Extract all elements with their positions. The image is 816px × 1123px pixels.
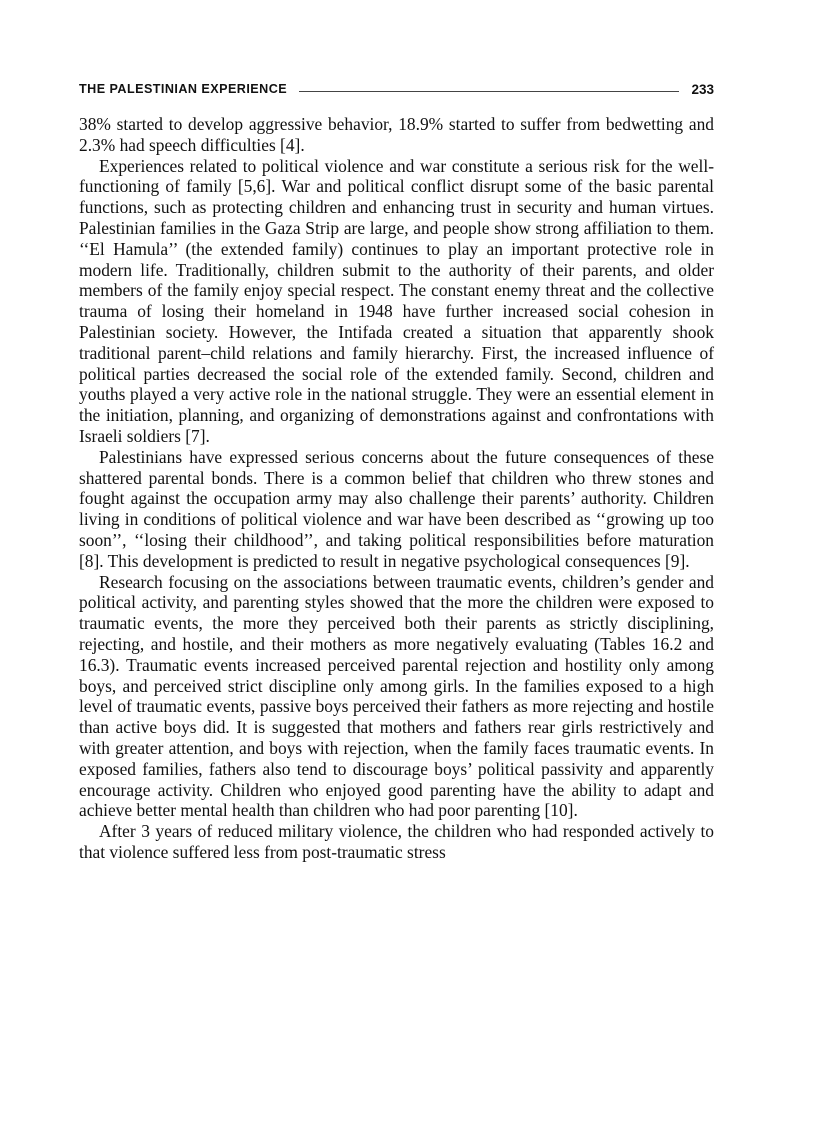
paragraph-family-risk: Experiences related to political violence and war constitute a serious risk for the well-functioning of family [5,6]. War and political conflict disrupt some of the basic parental functions, such as protecting children and enhancing trust in security and human virtues. Palestinian families in the Gaza Strip are large, and people show strong affiliation to them. ‘‘El Hamula’’ (the extended family) continues to play an important protective role in modern life. Traditionally, children submit to the authority of their parents, and older members of the family enjoy special respect. The constant enemy threat and the collective trauma of losing their homeland in 1948 have further increased social cohesion in Palestinian society. However, the Intifada created a situation that apparently shook traditional parent–child relations and family hierarchy. First, the increased influence of political parties decreased the social role of the extended family. Second, children and youths played a very active role in the national struggle. They were an essential element in the initiation, planning, and organizing of demonstrations against and confrontations with Israeli soldiers [7]. xyxy=(79,155,714,446)
paragraph-continuation: 38% started to develop aggressive behavior, 18.9% started to suffer from bedwetting and 2.3% had speech difficulties [4]. xyxy=(79,114,714,155)
body-text xyxy=(79,114,714,863)
page-number: 233 xyxy=(691,81,714,97)
paragraph-research-findings: Research focusing on the associations between traumatic events, children’s gender and political activity, and parenting styles showed that the more the children were exposed to traumatic events, the more they perceived both their parents as strictly disciplining, rejecting, and hostile, and their mothers as more negatively evaluating (Tables 16.2 and 16.3). Traumatic events increased perceived parental rejection and hostility only among boys, and perceived strict discipline only among girls. In the families exposed to a high level of traumatic events, passive boys perceived their fathers as more rejecting and hostile than active boys did. It is suggested that mothers and fathers rear girls restrictively and with greater attention, and boys with rejection, when the family faces traumatic events. In exposed families, fathers also tend to discourage boys’ political passivity and apparently encourage activity. Children who enjoyed good parenting have the ability to adapt and achieve better mental health than children who had poor parenting [10]. xyxy=(79,571,714,821)
header-rule xyxy=(299,91,679,92)
paragraph-reduced-violence: After 3 years of reduced military violence, the children who had responded actively to that violence suffered less from post-traumatic stress xyxy=(79,821,714,862)
book-page xyxy=(79,78,714,863)
running-header xyxy=(79,78,714,100)
running-title: THE PALESTINIAN EXPERIENCE xyxy=(79,82,288,96)
paragraph-parental-bonds: Palestinians have expressed serious concerns about the future consequences of these shattered parental bonds. There is a common belief that children who threw stones and fought against the occupation army may also challenge their parents’ authority. Children living in conditions of political violence and war have been described as ‘‘growing up too soon’’, ‘‘losing their childhood’’, and taking political responsibilities before maturation [8]. This development is predicted to result in negative psychological consequences [9]. xyxy=(79,446,714,571)
